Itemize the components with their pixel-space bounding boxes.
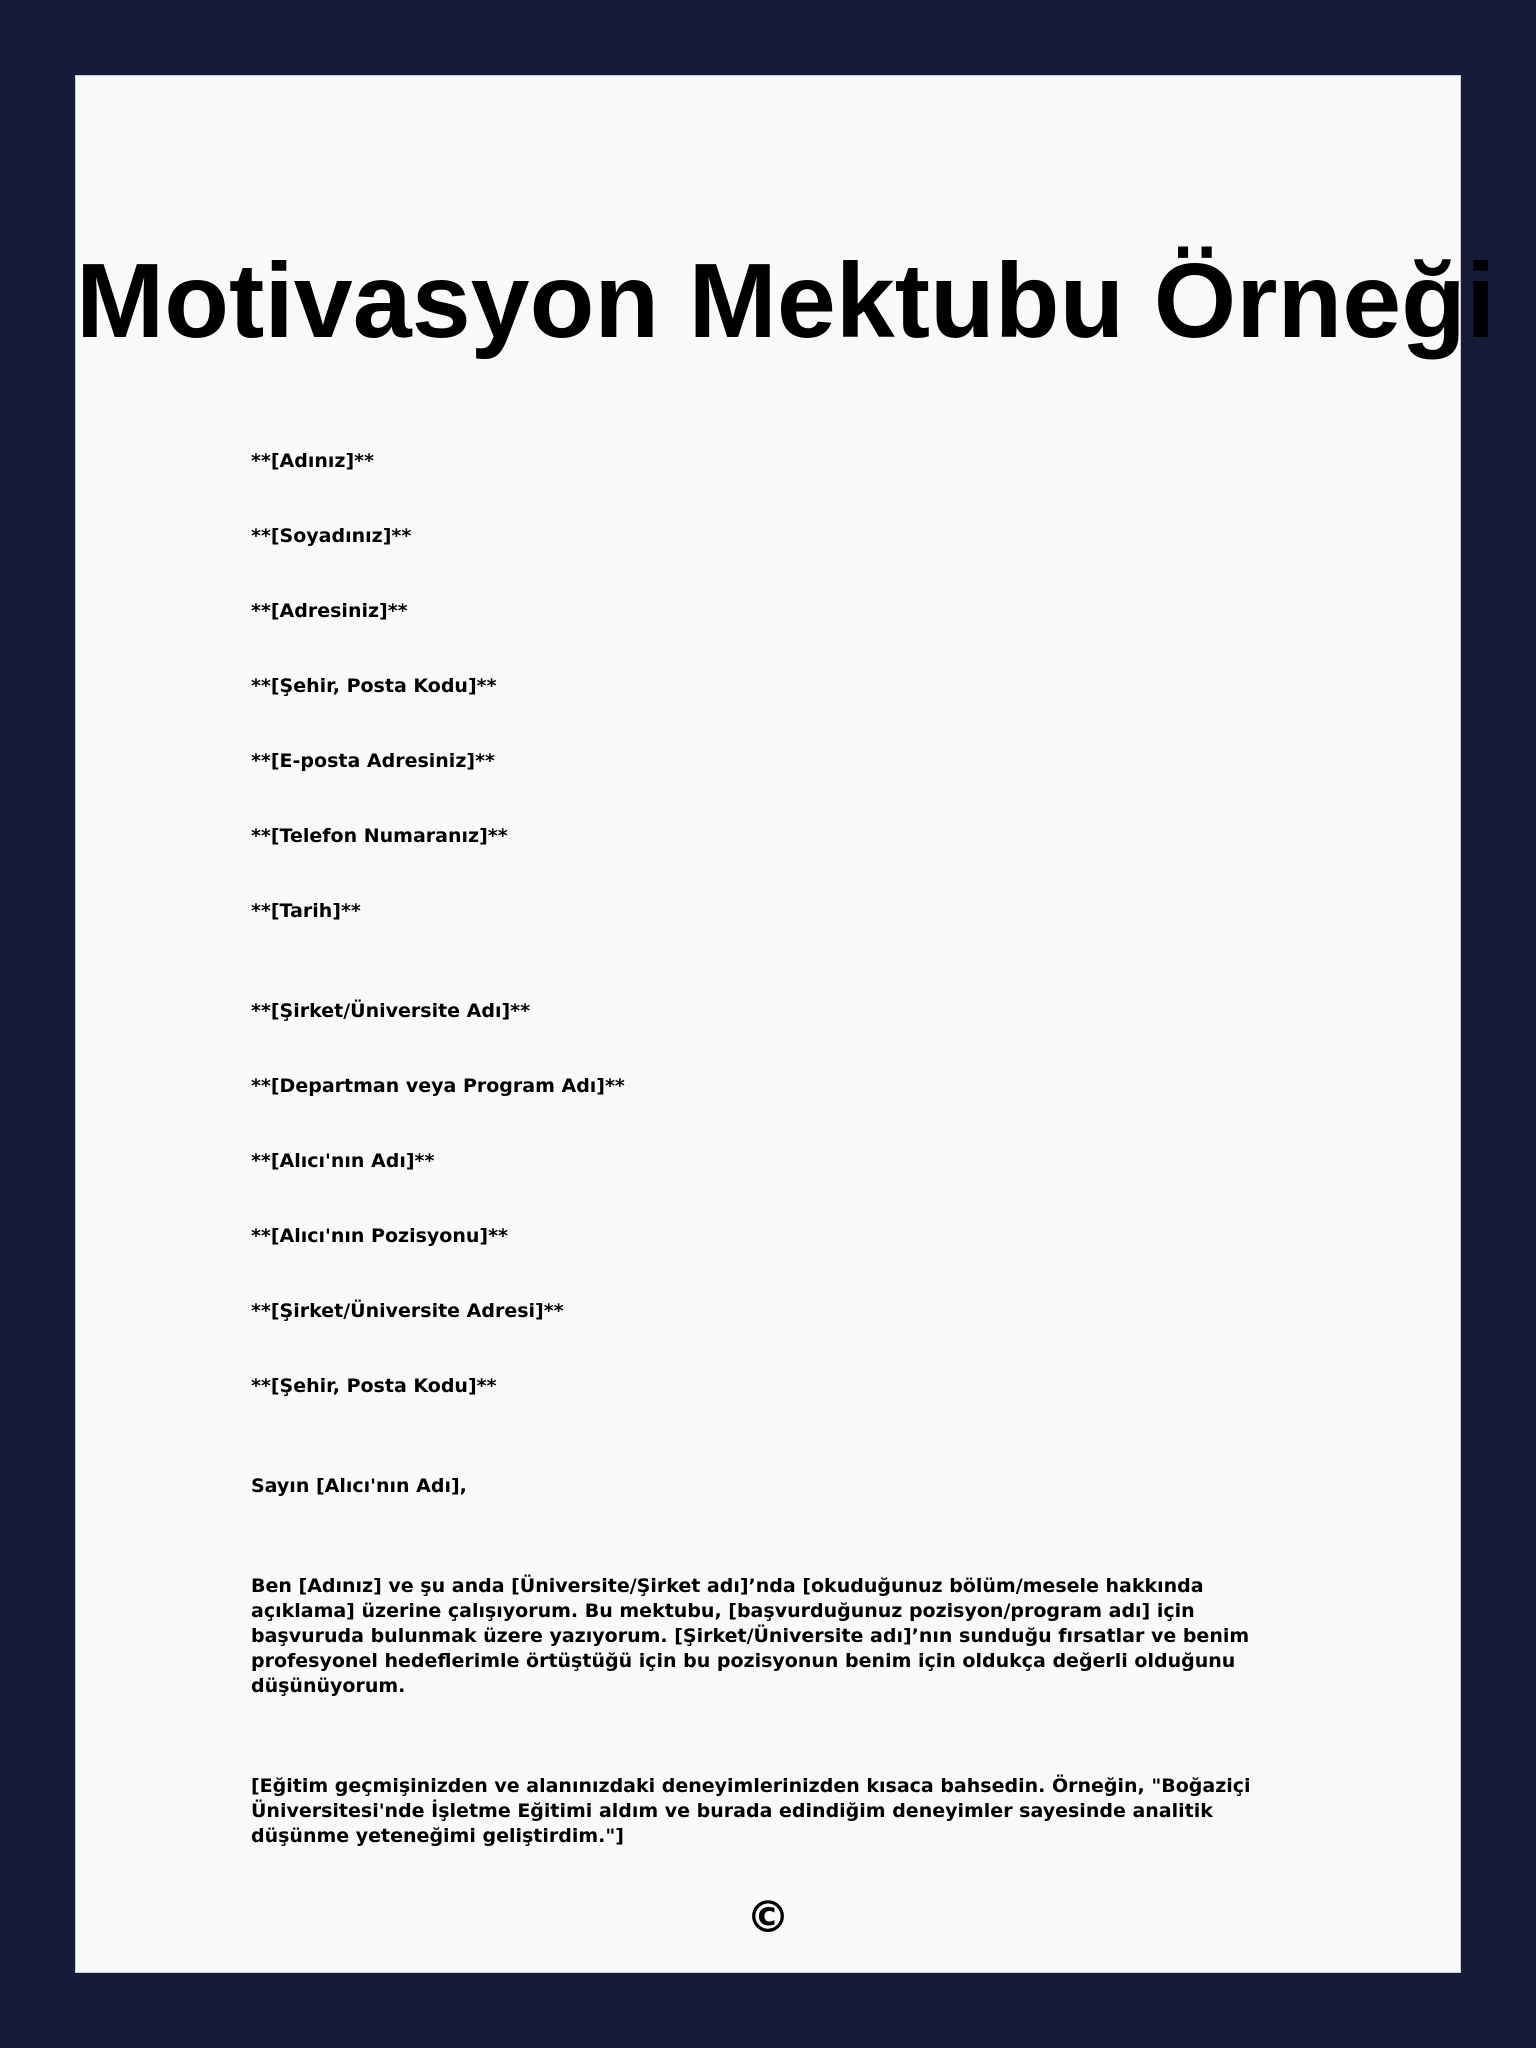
sender-city-postcode: **[Şehir, Posta Kodu]**: [251, 675, 497, 697]
recipient-city-postcode: **[Şehir, Posta Kodu]**: [251, 1375, 497, 1397]
recipient-name: **[Alıcı'nın Adı]**: [251, 1150, 435, 1172]
sender-email: **[E-posta Adresiniz]**: [251, 750, 495, 772]
recipient-department: **[Departman veya Program Adı]**: [251, 1075, 625, 1097]
salutation: Sayın [Alıcı'nın Adı],: [251, 1475, 467, 1497]
document-title: Motivasyon Mektubu Örneği: [76, 242, 1496, 360]
body-paragraph-education: [Eğitim geçmişinizden ve alanınızdaki deneyimlerinizden kısaca bahsedin. Örneğin, "Boğaziçi Üniversitesi'nde İşletme Eğitimi aldım ve burada edindiğim deneyimler sayesinde analitik düşünme yeteneğimi geliştirdim."]: [251, 1775, 1251, 1847]
letter-date: **[Tarih]**: [251, 900, 361, 922]
sender-phone: **[Telefon Numaranız]**: [251, 825, 508, 847]
recipient-address: **[Şirket/Üniversite Adresi]**: [251, 1300, 564, 1322]
recipient-position: **[Alıcı'nın Pozisyonu]**: [251, 1225, 508, 1247]
sender-block: [251, 449, 1351, 924]
copyright-icon: ©: [746, 1892, 790, 1943]
sender-address: **[Adresiniz]**: [251, 600, 408, 622]
sender-surname: **[Soyadınız]**: [251, 525, 412, 547]
document-page: [75, 75, 1496, 1973]
sender-name: **[Adınız]**: [251, 450, 375, 472]
recipient-organization: **[Şirket/Üniversite Adı]**: [251, 1000, 531, 1022]
recipient-block: [251, 999, 1351, 1399]
body-paragraph-intro: Ben [Adınız] ve şu anda [Üniversite/Şirket adı]’nda [okuduğunuz bölüm/mesele hakkında açıklama] üzerine çalışıyorum. Bu mektubu, [başvurduğunuz pozisyon/program adı] için başvuruda bulunmak üzere yazıyorum. [Şirket/Üniversite adı]’nın sunduğu fırsatlar ve benim profesyonel hedeflerimle örtüştüğü için bu pozisyonun benim için oldukça değerli olduğunu düşünüyorum.: [251, 1575, 1250, 1697]
letter-content: [251, 449, 1351, 1924]
